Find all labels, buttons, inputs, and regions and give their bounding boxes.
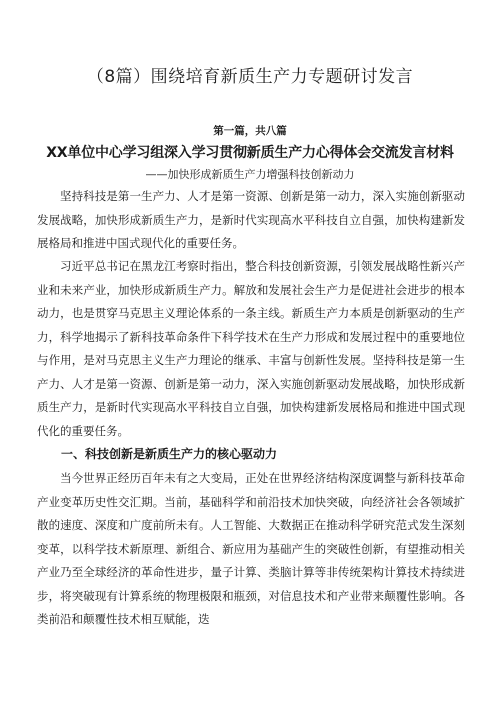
section-heading: 一、科技创新是新质生产力的核心驱动力	[61, 447, 278, 461]
article-subheading: ——加快形成新质生产力增强科技创新动力	[145, 168, 355, 181]
document-title: （8篇）围绕培育新质生产力专题研讨发言	[86, 67, 414, 87]
part-label: 第一篇，共八篇	[213, 125, 287, 137]
article-heading: XX单位中心学习组深入学习贯彻新质生产力心得体会交流发言材料	[46, 145, 454, 161]
body-paragraph: 坚持科技是第一生产力、人才是第一资源、创新是第一动力，深入实施创新驱动发展战略，加快形成新质生产力，是新时代实现高水平科技自立自强，加快构建新发展格局和推进中国式现代化的重要任务。	[37, 189, 465, 250]
body-paragraph: 当今世界正经历百年未有之大变局，正处在世界经济结构深度调整与新科技革命产业变革历史性交汇期。当前，基础科学和前沿技术加快突破，向经济社会各领域扩散的速度、深度和广度前所未有。人工智能、大数据正在推动科学研究范式发生深刻变革，以科学技术新原理、新组合、新应用为基础产生的突破性创新，有望推动相关产业乃至全球经济的革命性进步，量子计算、类脑计算等非传统架构计算技术持续进步，将突破现有计算系统的物理极限和瓶颈，对信息技术和产业带来颠覆性影响。各类前沿和颠覆性技术相互赋能，迭	[37, 471, 465, 626]
body-paragraph: 习近平总书记在黑龙江考察时指出，整合科技创新资源，引领发展战略性新兴产业和未来产业，加快形成新质生产力。解放和发展社会生产力是促进社会进步的根本动力，也是贯穿马克思主义理论体系的一条主线。新质生产力本质是创新驱动的生产力，科学地揭示了新科技革命条件下科学技术在生产力形成和发展过程中的重要地位与作用，是对马克思主义生产力理论的继承、丰富与创新性发展。坚持科技是第一生产力、人才是第一资源、创新是第一动力，深入实施创新驱动发展战略，加快形成新质生产力，是新时代实现高水平科技自立自强，加快构建新发展格局和推进中国式现代化的重要任务。	[37, 259, 465, 438]
